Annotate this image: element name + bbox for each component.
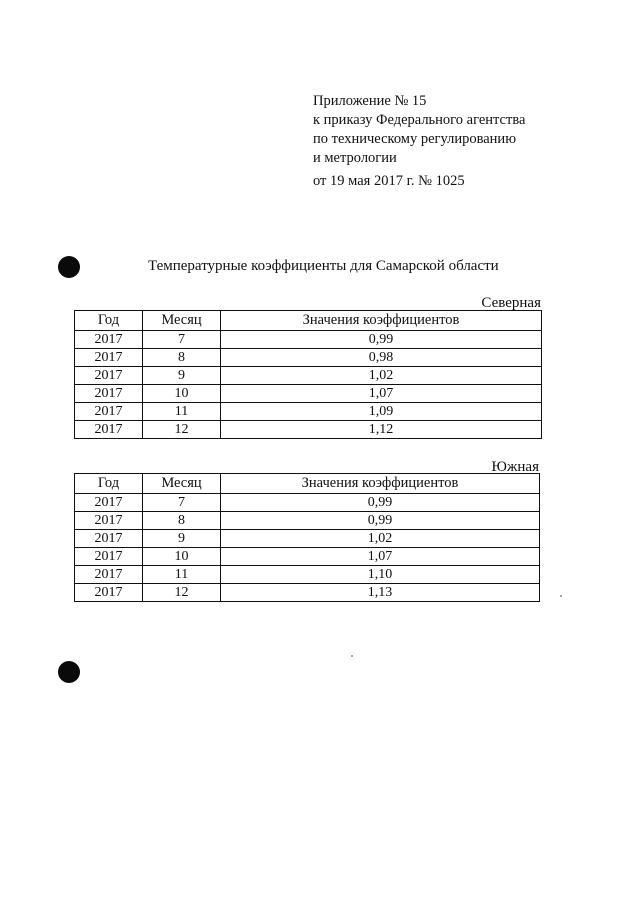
appendix-line-3: по техническому регулированию [313, 131, 517, 147]
appendix-line-4: и метрологии [313, 150, 397, 166]
document-title: Температурные коэффициенты для Самарской области [148, 258, 499, 274]
table-row [75, 367, 542, 385]
column-header-month: Месяц [143, 311, 221, 331]
column-header-month: Месяц [143, 474, 221, 494]
coefficients-table-south [74, 473, 540, 602]
appendix-line-2: к приказу Федерального агентства [313, 112, 526, 128]
column-header-year: Год [75, 474, 143, 494]
cell-value: 1,02 [221, 530, 540, 548]
column-header-year: Год [75, 311, 143, 331]
table-row [75, 530, 540, 548]
column-header-value: Значения коэффициентов [221, 311, 542, 331]
table-row [75, 548, 540, 566]
cell-value: 1,13 [221, 584, 540, 602]
cell-year: 2017 [75, 349, 143, 367]
cell-value: 1,12 [221, 421, 542, 439]
cell-value: 0,99 [221, 512, 540, 530]
cell-value: 1,07 [221, 548, 540, 566]
table-header-row [75, 474, 540, 494]
cell-year: 2017 [75, 385, 143, 403]
cell-month: 7 [143, 494, 221, 512]
table-row [75, 349, 542, 367]
cell-month: 11 [143, 566, 221, 584]
cell-month: 12 [143, 421, 221, 439]
punch-hole-top [58, 256, 80, 278]
table-row [75, 494, 540, 512]
cell-year: 2017 [75, 512, 143, 530]
table-row [75, 331, 542, 349]
table-row [75, 512, 540, 530]
cell-month: 10 [143, 385, 221, 403]
cell-year: 2017 [75, 494, 143, 512]
cell-value: 0,99 [221, 494, 540, 512]
cell-month: 11 [143, 403, 221, 421]
cell-value: 1,09 [221, 403, 542, 421]
scan-speck [351, 655, 353, 657]
cell-month: 7 [143, 331, 221, 349]
coefficients-table-north [74, 310, 542, 439]
cell-year: 2017 [75, 421, 143, 439]
table-row [75, 385, 542, 403]
cell-month: 9 [143, 530, 221, 548]
region-label-south: Южная [491, 459, 539, 475]
column-header-value: Значения коэффициентов [221, 474, 540, 494]
cell-year: 2017 [75, 403, 143, 421]
region-label-north: Северная [481, 295, 541, 311]
table-row [75, 421, 542, 439]
cell-value: 0,98 [221, 349, 542, 367]
cell-value: 0,99 [221, 331, 542, 349]
appendix-heading [313, 92, 525, 191]
cell-year: 2017 [75, 548, 143, 566]
punch-hole-bottom [58, 661, 80, 683]
cell-month: 9 [143, 367, 221, 385]
cell-month: 8 [143, 512, 221, 530]
table-row [75, 403, 542, 421]
cell-value: 1,02 [221, 367, 542, 385]
cell-month: 12 [143, 584, 221, 602]
table-row [75, 584, 540, 602]
table-header-row [75, 311, 542, 331]
cell-year: 2017 [75, 331, 143, 349]
cell-year: 2017 [75, 584, 143, 602]
cell-month: 10 [143, 548, 221, 566]
table-row [75, 566, 540, 584]
cell-value: 1,07 [221, 385, 542, 403]
scan-speck [560, 595, 562, 597]
cell-year: 2017 [75, 367, 143, 385]
cell-value: 1,10 [221, 566, 540, 584]
appendix-line-1: Приложение № 15 [313, 93, 427, 109]
cell-year: 2017 [75, 530, 143, 548]
cell-year: 2017 [75, 566, 143, 584]
cell-month: 8 [143, 349, 221, 367]
order-date-line: от 19 мая 2017 г. № 1025 [313, 173, 465, 189]
